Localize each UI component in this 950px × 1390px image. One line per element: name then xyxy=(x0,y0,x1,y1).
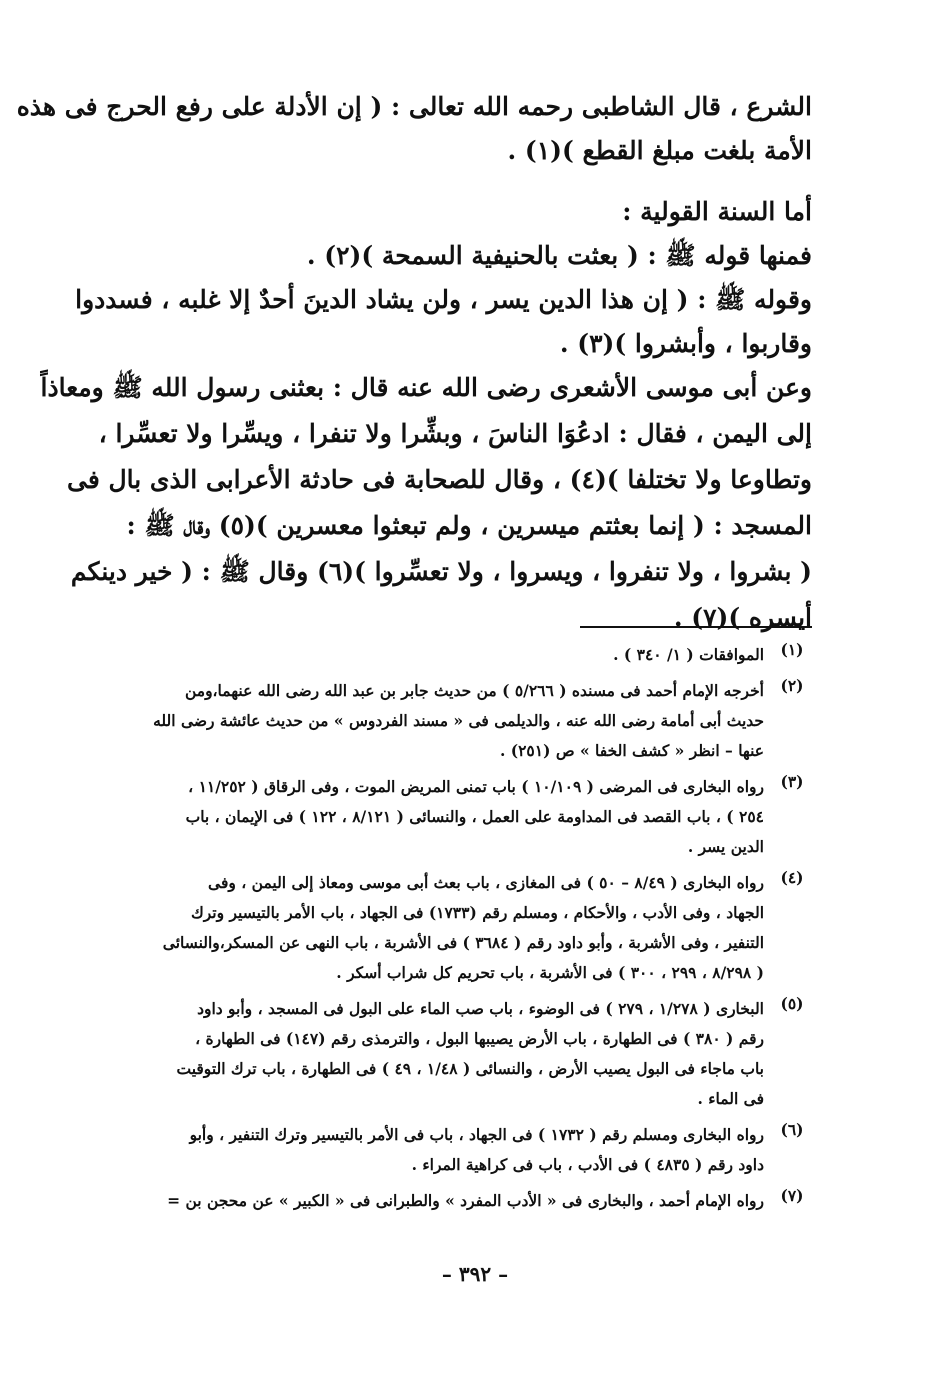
text-line: وعن أبى موسى الأشعرى رضى الله عنه قال : بعثنى رسول الله ﷺ ومعاذاً xyxy=(40,373,812,402)
footnote xyxy=(140,772,812,862)
footnote xyxy=(140,640,812,670)
footnote xyxy=(140,1120,812,1180)
text-line: فمنها قوله ﷺ : ( بعثت بالحنيفية السمحة )(٢) . xyxy=(306,241,812,270)
text-line: الشرع ، قال الشاطبى رحمه الله تعالى : ( إن الأدلة على رفع الحرج فى هذه xyxy=(16,92,812,121)
footnote xyxy=(140,1186,812,1216)
footnote xyxy=(140,868,812,988)
footnote-number: (٦) xyxy=(780,1120,804,1139)
footnote-line: أخرجه الإمام أحمد فى مسنده ( ٥/٢٦٦ ) من حديث جابر بن عبد الله رضى الله عنهما،ومن xyxy=(184,681,764,700)
text-line: أيسره )(٧) . xyxy=(673,603,812,632)
text-line: وتطاوعا ولا تختلفا )(٤) ، وقال للصحابة فى حادثة الأعرابى الذى بال فى xyxy=(67,465,812,494)
footnote-line: البخارى ( ١/٢٧٨ ، ٢٧٩ ) فى الوضوء ، باب صب الماء على البول فى المسجد ، وأبو داود xyxy=(197,999,764,1018)
footnote-line: ( ٨/٢٩٨ ، ٢٩٩ ، ٣٠٠ ) فى الأشربة ، باب تحريم كل شراب أسكر . xyxy=(336,963,764,982)
footnote-line: رواه البخارى ومسلم رقم ( ١٧٣٢ ) فى الجهاد ، باب فى الأمر بالتيسير وترك التنفير ، وأبو xyxy=(189,1125,764,1144)
footnote-line: باب ماجاء فى البول يصيب الأرض ، والنسائى ( ١/٤٨ ، ٤٩ ) فى الطهارة ، باب ترك التوقيت xyxy=(176,1059,764,1078)
footnotes xyxy=(140,640,812,1222)
footnote-line: رواه البخارى ( ٨/٤٩ – ٥٠ ) فى المغازى ، باب بعث أبى موسى ومعاذ إلى اليمن ، وفى xyxy=(208,873,764,892)
paragraph-continuation xyxy=(16,85,812,173)
text-line: المسجد : ( إنما بعثتم ميسرين ، ولم تبعثوا معسرين )(٥) وقال ﷺ : xyxy=(126,511,812,540)
footnote-number: (٤) xyxy=(780,868,804,887)
paragraph-abu-musa xyxy=(40,365,812,641)
footnote xyxy=(140,994,812,1114)
section-heading: أما السنة القولية : xyxy=(622,197,812,226)
footnote-line: الجهاد ، وفى الأدب ، والأحكام ، ومسلم رقم (١٧٣٣) فى الجهاد ، باب الأمر بالتيسير وترك xyxy=(190,903,764,922)
footnote-number: (٢) xyxy=(780,676,804,695)
footnote-divider xyxy=(580,626,812,628)
text-line: إلى اليمن ، فقال : ادعُوَا الناسَ ، وبشِّرا ولا تنفرا ، ويسِّرا ولا تعسِّرا ، xyxy=(98,419,812,448)
footnote-line: ٢٥٤ ) ، باب القصد فى المداومة على العمل ، والنسائى ( ٨/١٢١ ، ١٢٢ ) فى الإيمان ، باب xyxy=(185,807,764,826)
footnote-number: (٣) xyxy=(780,772,804,791)
footnote-line: فى الماء . xyxy=(697,1089,764,1108)
footnote xyxy=(140,676,812,766)
text-line: الأمة بلغت مبلغ القطع )(١) . xyxy=(507,136,812,165)
footnote-line: التنفير ، وفى الأشربة ، وأبو داود رقم ( ٣٦٨٤ ) فى الأشربة ، باب النهى عن المسكر،والنسائى xyxy=(162,933,764,952)
footnote-number: (٧) xyxy=(780,1186,804,1205)
footnote-number: (١) xyxy=(780,640,804,659)
footnote-line: رواه الإمام أحمد ، والبخارى فى « الأدب المفرد » والطبرانى فى « الكبير » عن محجن بن = xyxy=(167,1191,764,1210)
footnote-line: الدين يسر . xyxy=(687,837,764,856)
footnote-line: الموافقات ( ١/ ٣٤٠ ) . xyxy=(613,645,764,664)
footnote-number: (٥) xyxy=(780,994,804,1013)
footnote-line: رواه البخارى فى المرضى ( ١٠/١٠٩ ) باب تمنى المريض الموت ، وفى الرقاق ( ١١/٢٥٢ ، xyxy=(188,777,764,796)
text-line: وقاربوا ، وأبشروا )(٣) . xyxy=(559,329,812,358)
text-line: ( بشروا ، ولا تنفروا ، ويسروا ، ولا تعسِّروا )(٦) وقال ﷺ : ( خير دينكم xyxy=(70,557,812,586)
text-line: وقوله ﷺ : ( إن هذا الدين يسر ، ولن يشاد الدينَ أحدٌ إلا غلبه ، فسددوا xyxy=(75,285,812,314)
page-number: – ٣٩٢ – xyxy=(441,1262,509,1286)
footnote-line: عنها – انظر « كشف الخفا » ص (٢٥١) . xyxy=(499,741,764,760)
paragraph-sunnah xyxy=(75,190,812,366)
footnote-line: حديث أبى أمامة رضى الله عنه ، والديلمى فى « مسند الفردوس » من حديث عائشة رضى الله xyxy=(153,711,764,730)
footnote-line: رقم ( ٣٨٠ ) فى الطهارة ، باب الأرض يصيبها البول ، والترمذى رقم (١٤٧) فى الطهارة ، xyxy=(195,1029,764,1048)
footnote-line: داود رقم ( ٤٨٣٥ ) فى الأدب ، باب فى كراهية المراء . xyxy=(411,1155,764,1174)
